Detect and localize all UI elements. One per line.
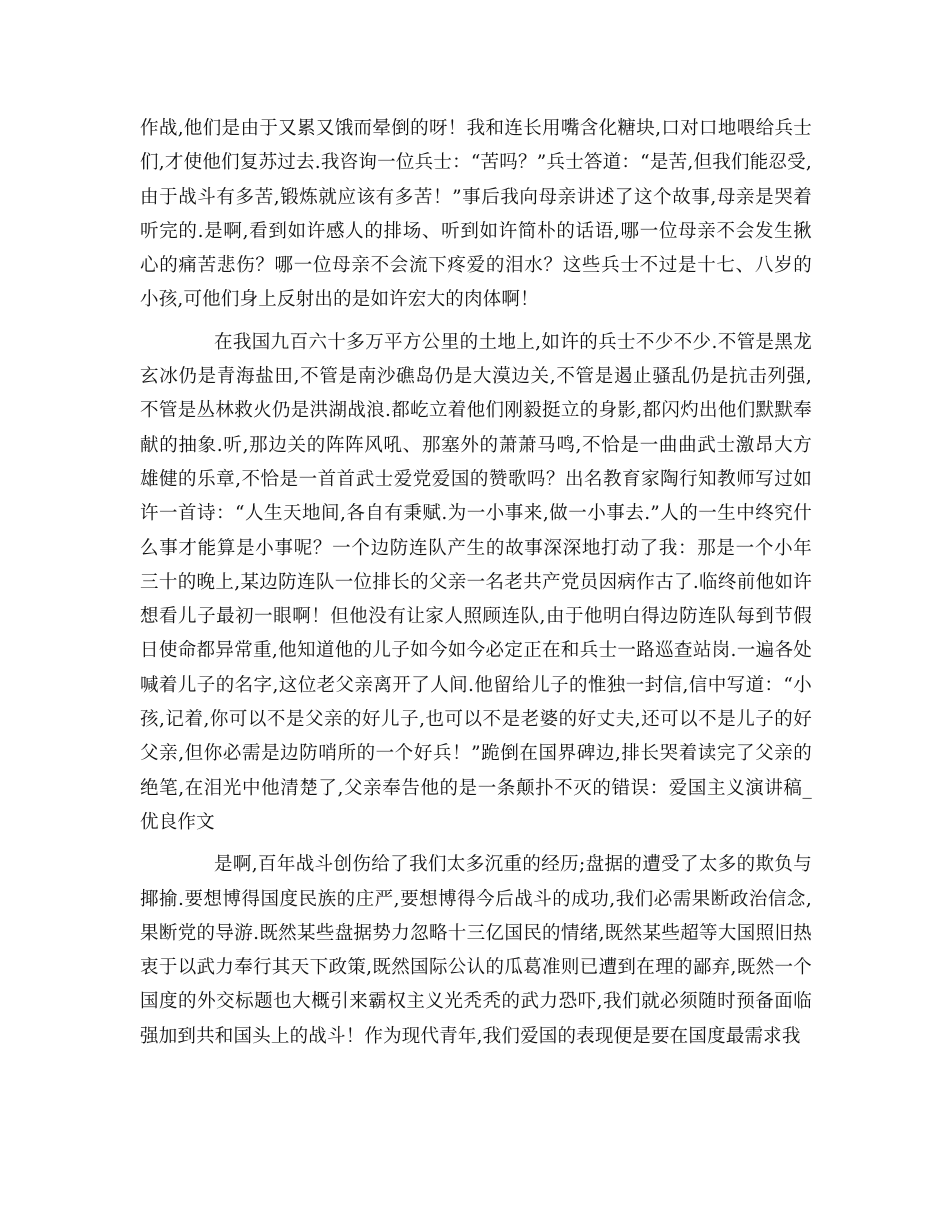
paragraph-1: 作战,他们是由于又累又饿而晕倒的呀！我和连长用嘴含化糖块,口对口地喂给兵士们,才使他们复苏过去.我咨询一位兵士：“苦吗？”兵士答道：“是苦,但我们能忍受,由于战斗有多苦,锻炼就应该有多苦！”事后我向母亲讲述了这个故事,母亲是哭着听完的.是啊,看到如许感人的排场、听到如许简朴的话语,哪一位母亲不会发生揪心的痛苦悲伤？哪一位母亲不会流下疼爱的泪水？这些兵士不过是十七、八岁的小孩,可他们身上反射出的是如许宏大的肉体啊！ xyxy=(140,118,812,311)
document-body xyxy=(140,112,812,1062)
paragraph-2: 在我国九百六十多万平方公里的土地上,如许的兵士不少不少.不管是黑龙玄冰仍是青海盐田,不管是南沙礁岛仍是大漠边关,不管是遏止骚乱仍是抗击列强,不管是丛林救火仍是洪湖战浪.都屹立着他们刚毅挺立的身影,都闪灼出他们默默奉献的抽象.听,那边关的阵阵风吼、那塞外的萧萧马鸣,不恰是一曲曲武士激昂大方雄健的乐章,不恰是一首首武士爱党爱国的赞歌吗？出名教育家陶行知教师写过如许一首诗：“人生天地间,各自有秉赋.为一小事来,做一小事去.”人的一生中终究什么事才能算是小事呢？一个边防连队产生的故事深深地打动了我：那是一个小年三十的晚上,某边防连队一位排长的父亲一名老共产党员因病作古了.临终前他如许想看儿子最初一眼啊！但他没有让家人照顾连队,由于他明白得边防连队每到节假日使命都异常重,他知道他的儿子如今如今必定正在和兵士一路巡查站岗.一遍各处喊着儿子的名字,这位老父亲离开了人间.他留给儿子的惟独一封信,信中写道：“小孩,记着,你可以不是父亲的好儿子,也可以不是老婆的好丈夫,还可以不是儿子的好父亲,但你必需是边防哨所的一个好兵！”跪倒在国界碑边,排长哭着读完了父亲的绝笔,在泪光中他清楚了,父亲奉告他的是一条颠扑不灭的错误：爱国主义演讲稿_优良作文 xyxy=(140,331,812,833)
paragraph-3: 是啊,百年战斗创伤给了我们太多沉重的经历;盘据的遭受了太多的欺负与揶揄.要想博得国度民族的庄严,要想博得今后战斗的成功,我们必需果断政治信念,果断党的导游.既然某些盘据势力忽略十三亿国民的情绪,既然某些超等大国照旧热衷于以武力奉行其天下政策,既然国际公认的瓜葛准则已遭到在理的鄙弃,既然一个国度的外交标题也大概引来霸权主义光秃秃的武力恐吓,我们就必须随时预备面临强加到共和国头上的战斗！作为现代青年,我们爱国的表现便是要在国度最需求我 xyxy=(140,854,812,1047)
